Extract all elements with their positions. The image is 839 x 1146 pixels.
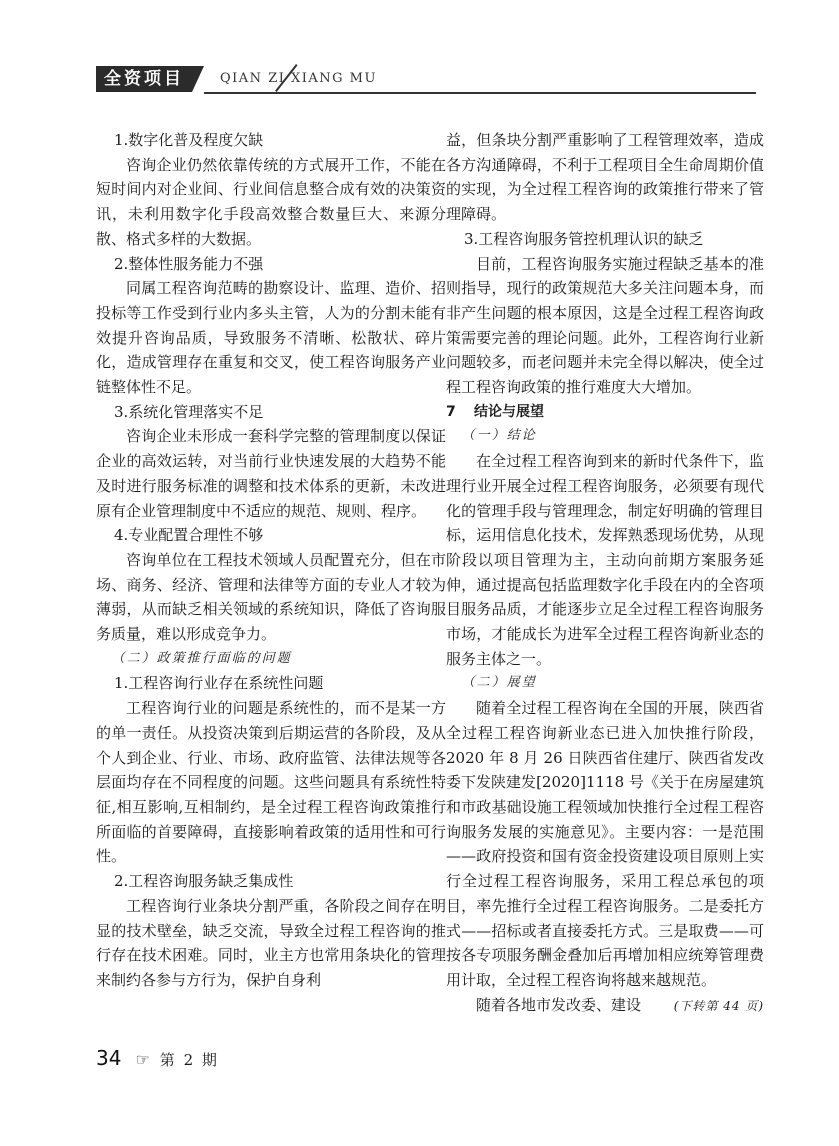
heading-systemic-problems: 1.工程咨询行业存在系统性问题 [114, 674, 324, 693]
subsection-outlook: （二）展望 [461, 675, 537, 691]
issue-label: 第 2 期 [159, 1051, 219, 1069]
subsection-policy-problems: （二）政策推行面临的问题 [111, 650, 292, 666]
page-number: 34 [96, 1046, 122, 1070]
paragraph-outlook: 随着全过程工程咨询在全国的开展，陕西省全过程工程咨询新业态已进入加快推行阶段，2020 年 8 月 26 日陕西省住建厅、陕西省发改委下发陕建发[2020]1118 号《关于在房屋建筑和市政基础设施工程领域加快推行全过程工程咨询服务发展的实施意见》。主要内容：一是范围——政府投资和国有资金投资建设项目原则上实行全过程工程咨询服务，采用工程总承包的项目，率先推行全过程工程咨询服务。二是委托方式——招标或者直接委托方式。三是取费——可按各专项服务酬金叠加后再增加相应统筹管理费用计取，全过程工程咨询将越来越规范。 [446, 699, 764, 989]
heading-lack-integration: 2.工程咨询服务缺乏集成性 [114, 872, 294, 891]
paragraph-control-mechanism: 目前，工程咨询服务实施过程缺乏基本的准则指导，现行的政策规范大多关注问题本身，而非产生问题的根本原因，这是全过程工程咨询政策需要完善的理论问题。此外，工程咨询行业新问题较多，而老问题并未完全得以解决，使全过程工程咨询政策的推行难度大大增加。 [446, 254, 764, 397]
paragraph-conclusion: 在全过程工程咨询到来的新时代条件下，监理行业开展全过程工程咨询服务，必须要有现代化的管理手段与管理理念，制定好明确的管理目标，运用信息化技术，发挥熟悉现场优势，从现阶段以项目管理为主，主动向前期方案服务延伸，通过提高包括监理数字化手段在内的全咨项目服务品质，才能逐步立足全过程工程咨询服务市场，才能成长为进军全过程工程咨询新业态的服务主体之一。 [446, 452, 764, 668]
subsection-conclusion: （一）结论 [461, 428, 537, 444]
paragraph-professional-allocation: 咨询单位在工程技术领域人员配置充分，但在市场、商务、经济、管理和法律等方面的专业人才较为薄弱，从而缺乏相关领域的系统知识，降低了咨询服务质量，难以形成竞争力。 [96, 550, 446, 644]
heading-integrated-service: 2.整体性服务能力不强 [114, 254, 264, 273]
left-column [96, 128, 446, 993]
paragraph-systemic-problems: 工程咨询行业的问题是系统性的，而不是某一方的单一责任。从投资决策到后期运营的各阶段，及从个人到企业、行业、市场、政府监管、法律法规等各层面均存在不同程度的问题。这些问题具有系统性特征,相互影响,互相制约，是全过程工程咨询政策推行所面临的首要障碍，直接影响着政策的适用性和可行性。 [96, 699, 446, 866]
continued-note: (下转第 44 页) [673, 998, 764, 1013]
paragraph-lack-integration: 工程咨询行业条块分割严重，各阶段之间存在明显的技术壁垒，缺乏交流，导致全过程工程咨询的推行存在技术困难。同时，业主方也常用条块化的管理来制约各参与方行为，保护自身利 [96, 896, 446, 989]
heading-systematic-management: 3.系统化管理落实不足 [114, 402, 264, 421]
column-tab: 全资项目 [96, 66, 192, 92]
heading-professional-allocation: 4.专业配置合理性不够 [114, 526, 264, 545]
paragraph-systematic-management: 咨询企业未形成一套科学完整的管理制度以保证企业的高效运转，对当前行业快速发展的大趋势不能及时进行服务标准的调整和技术体系的更新，未改进原有企业管理制度中不适应的规范、规则、程序。 [96, 427, 446, 520]
tab-wedge [192, 66, 204, 92]
header-rule [204, 92, 756, 94]
right-column [446, 128, 764, 1018]
heading-control-mechanism: 3.工程咨询服务管控机理认识的缺乏 [464, 229, 704, 248]
section-title: 结论与展望 [474, 403, 544, 420]
section-number: 7 [446, 403, 456, 420]
paragraph-digitalization: 咨询企业仍然依靠传统的方式展开工作，不能在短时间内对企业间、行业间信息整合成有效的决策资讯，未利用数字化手段高效整合数量巨大、来源分散、格式多样的大数据。 [96, 155, 446, 248]
heading-digitalization: 1.数字化普及程度欠缺 [114, 131, 264, 149]
section-heading-conclusion [446, 400, 764, 425]
running-header [96, 60, 756, 94]
paragraph-integrated-service: 同属工程咨询范畴的勘察设计、监理、造价、招投标等工作受到行业内多头主管，人为的分割未能有效提升咨询品质，导致服务不清晰、松散状、碎片化，造成管理存在重复和交叉，使工程咨询服务产业链整体性不足。 [96, 279, 446, 397]
paragraph-final [446, 993, 764, 1019]
page-footer [96, 1046, 219, 1076]
column-pinyin: QIAN ZI XIANG MU [220, 71, 377, 86]
final-sentence: 随着各地市发改委、建设 [476, 995, 642, 1014]
paragraph-continued: 益，但条块分割严重影响了工程管理效率，造成各方沟通障碍，不利于工程项目全生命周期价值的实现，为全过程工程咨询的政策推行带来了管理障碍。 [446, 131, 764, 224]
pointing-hand-icon: ☞ [135, 1050, 150, 1069]
